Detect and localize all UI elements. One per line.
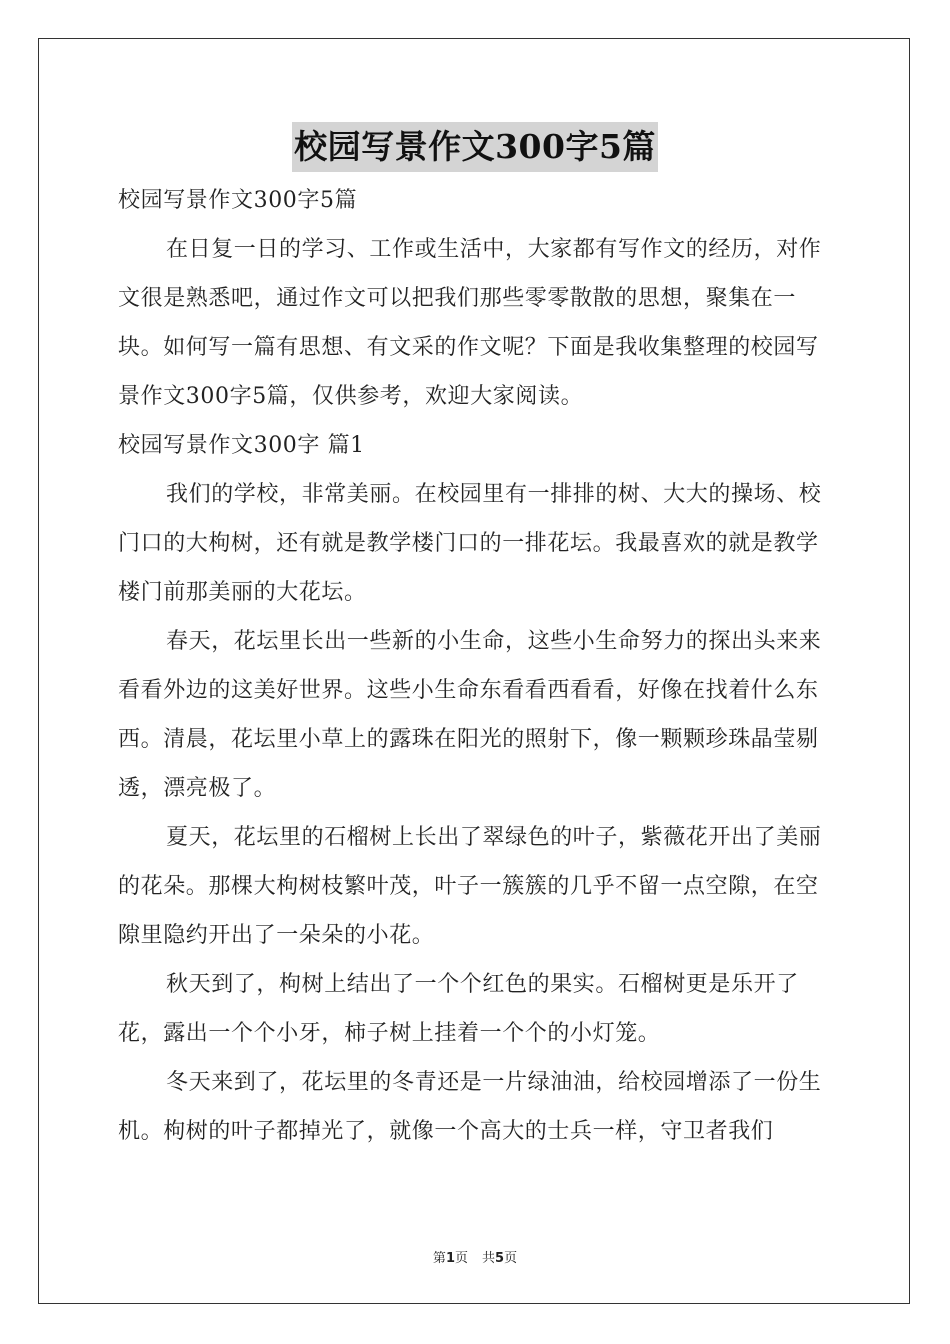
total-pages: 5 [495, 1251, 505, 1266]
subtitle-line: 校园写景作文300字5篇 [118, 188, 358, 213]
document-title: 校园写景作文300字5篇 [292, 122, 658, 172]
body-paragraph-summer: 夏天，花坛里的石榴树上长出了翠绿色的叶子，紫薇花开出了美丽的花朵。那棵大枸树枝繁叶茂，叶子一簇簇的几乎不留一点空隙，在空隙里隐约开出了一朵朵的小花。 [118, 825, 822, 948]
page-suffix: 页 [454, 1251, 468, 1266]
total-prefix: 共 [482, 1251, 496, 1266]
section-heading: 校园写景作文300字 篇1 [118, 433, 365, 458]
body-paragraph-spring: 春天，花坛里长出一些新的小生命，这些小生命努力的探出头来来看看外边的这美好世界。这些小生命东看看西看看，好像在找着什么东西。清晨，花坛里小草上的露珠在阳光的照射下，像一颗颗珍珠晶莹剔透，漂亮极了。 [118, 629, 822, 801]
document-body [118, 176, 834, 1156]
page-prefix: 第 [432, 1251, 446, 1266]
body-paragraph-school: 我们的学校，非常美丽。在校园里有一排排的树、大大的操场、校门口的大枸树，还有就是教学楼门口的一排花坛。我最喜欢的就是教学楼门前那美丽的大花坛。 [118, 482, 822, 605]
page-number: 1 [445, 1251, 455, 1266]
total-suffix: 页 [504, 1251, 518, 1266]
body-paragraph-winter: 冬天来到了，花坛里的冬青还是一片绿油油，给校园增添了一份生机。枸树的叶子都掉光了，就像一个高大的士兵一样，守卫者我们 [118, 1070, 822, 1144]
page-footer [0, 1247, 950, 1266]
title-container [0, 122, 950, 172]
intro-paragraph: 在日复一日的学习、工作或生活中，大家都有写作文的经历，对作文很是熟悉吧，通过作文可以把我们那些零零散散的思想，聚集在一块。如何写一篇有思想、有文采的作文呢？下面是我收集整理的校园写景作文300字5篇，仅供参考，欢迎大家阅读。 [118, 237, 822, 409]
body-paragraph-autumn: 秋天到了，枸树上结出了一个个红色的果实。石榴树更是乐开了花，露出一个个小牙，柿子树上挂着一个个的小灯笼。 [118, 972, 799, 1046]
